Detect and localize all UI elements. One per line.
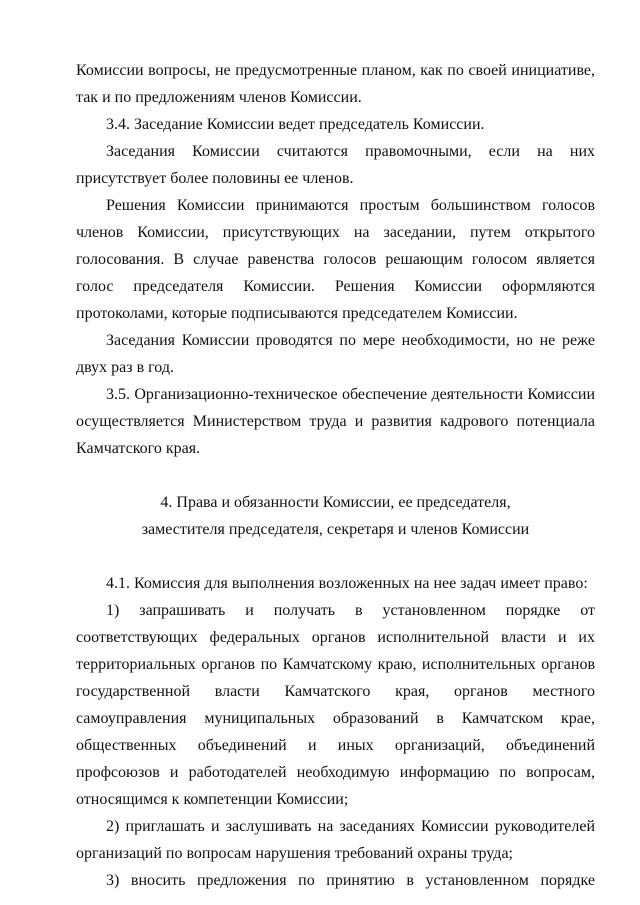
paragraph-3-5: 3.5. Организационно-техническое обеспечение деятельности Комиссии осуществляется Министерством труда и развития кадрового потенциала Камчатского края. — [76, 386, 595, 457]
blank-line — [76, 543, 595, 570]
paragraph-decisions: Решения Комиссии принимаются простым большинством голосов членов Комиссии, присутствующих на заседании, путем открытого голосования. В случае равенства голосов решающим голосом является голос председателя Комиссии. Решения Комиссии оформляются протоколами, которые подписываются председателем Комиссии. — [76, 197, 595, 322]
section-heading-line-1: 4. Права и обязанности Комиссии, ее председателя, — [160, 494, 511, 511]
list-item-3: 3) вносить предложения по принятию в установленном порядке — [106, 872, 595, 889]
paragraph-3-4: 3.4. Заседание Комиссии ведет председатель Комиссии. — [106, 116, 485, 133]
paragraph-4-1: 4.1. Комиссия для выполнения возложенных на нее задач имеет право: — [106, 575, 588, 592]
blank-line — [76, 462, 595, 489]
list-item-1: 1) запрашивать и получать в установленном порядке от соответствующих федеральных органов исполнительной власти и их территориальных органов по Камчатскому краю, исполнительных органов государственной власти Камчатского края, органов местного самоуправления муниципальных образований в Камчатском крае, общественных объединений и иных организаций, объединений профсоюзов и работодателей необходимую информацию по вопросам, относящимся к компетенции Комиссии; — [76, 602, 595, 808]
paragraph-meeting-frequency: Заседания Комиссии проводятся по мере необходимости, но не реже двух раз в год. — [76, 332, 595, 376]
paragraph-continuation: Комиссии вопросы, не предусмотренные планом, как по своей инициативе, так и по предложениям членов Комиссии. — [76, 62, 595, 106]
list-item-2: 2) приглашать и заслушивать на заседаниях Комиссии руководителей организаций по вопросам нарушения требований охраны труда; — [76, 818, 595, 862]
document-body — [76, 57, 595, 894]
paragraph-quorum: Заседания Комиссии считаются правомочными, если на них присутствует более половины ее членов. — [76, 143, 595, 187]
section-heading-line-2: заместителя председателя, секретаря и членов Комиссии — [141, 521, 530, 538]
